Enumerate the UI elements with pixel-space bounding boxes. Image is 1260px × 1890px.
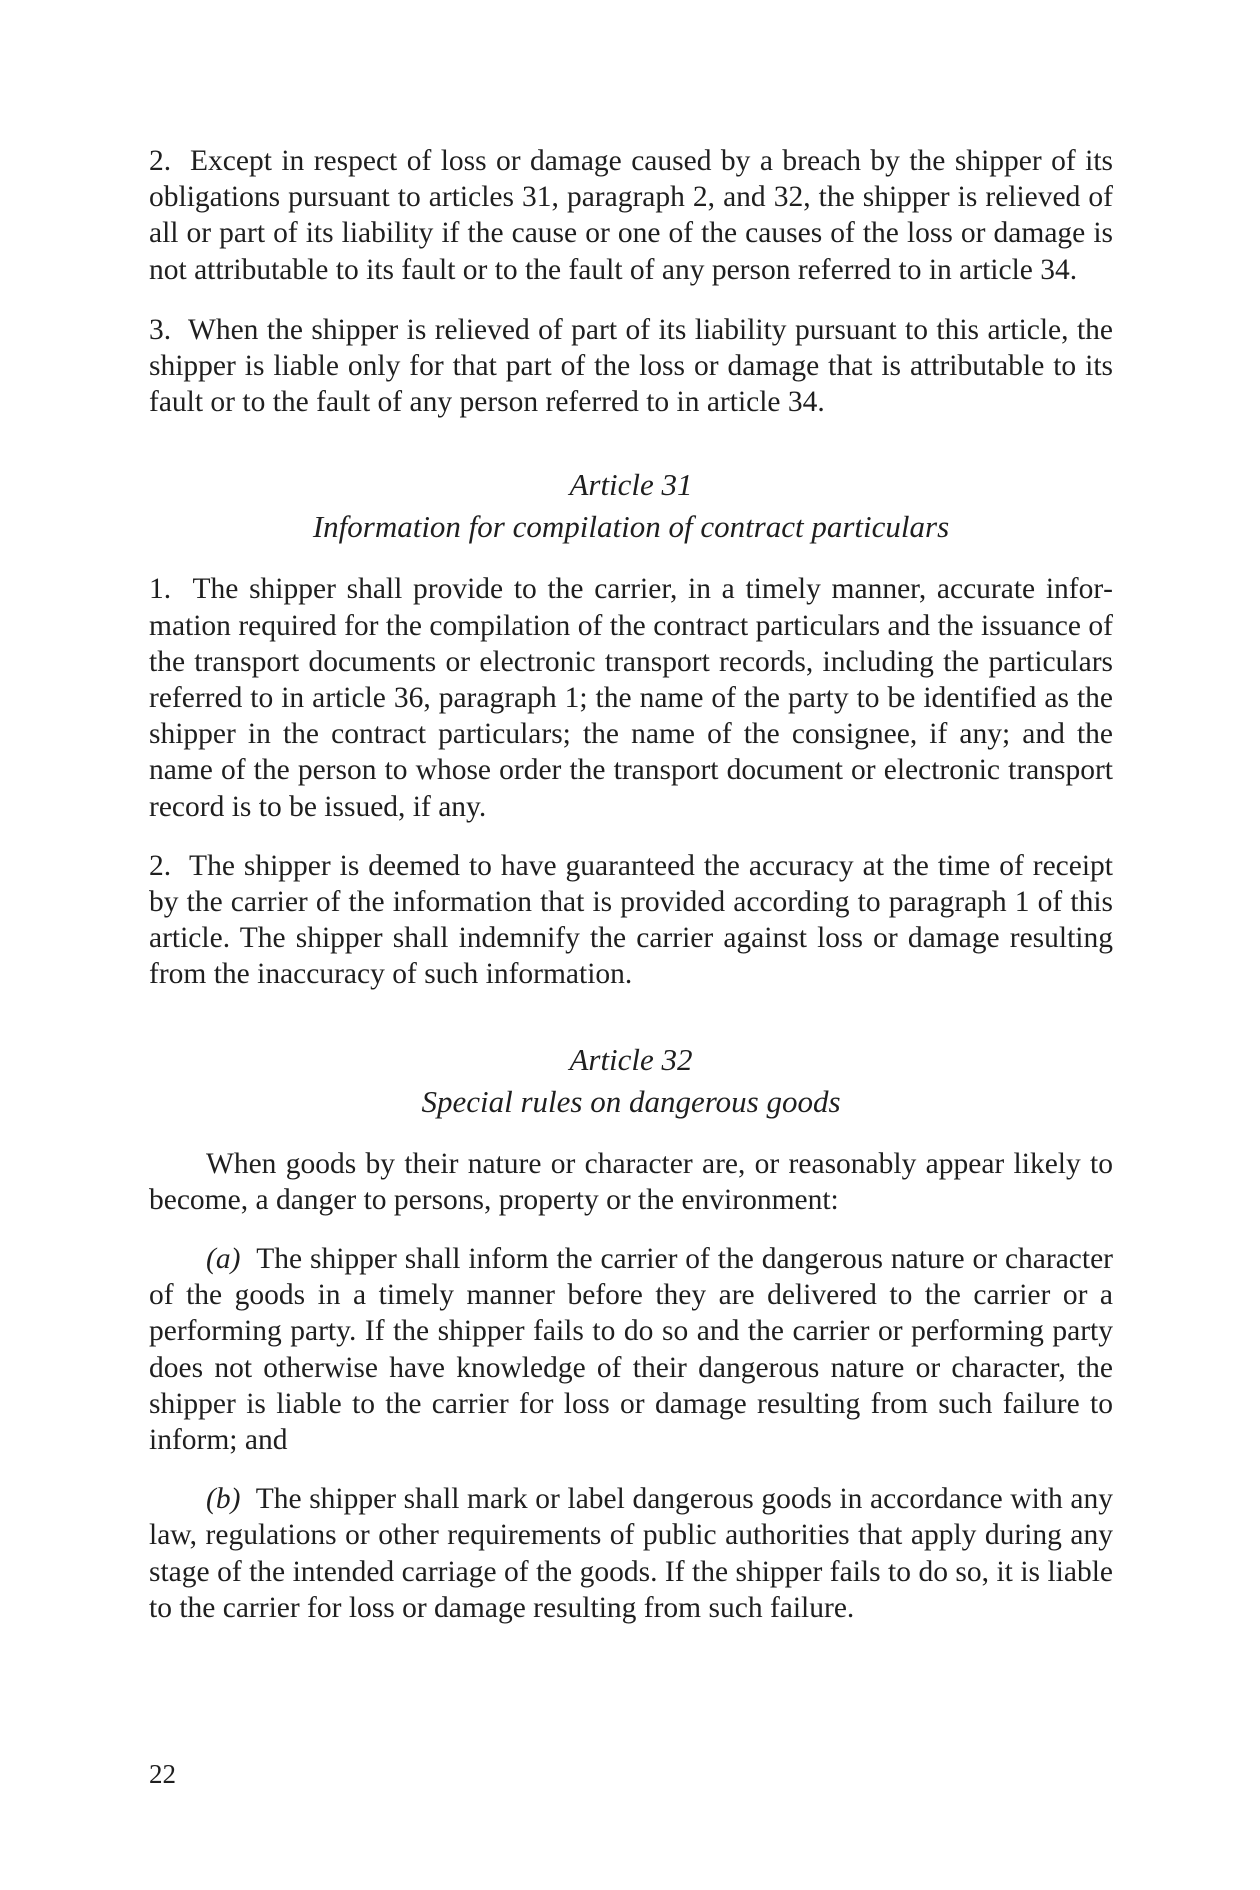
item-marker: (b) <box>206 1483 241 1516</box>
article-32-intro <box>149 1146 1113 1218</box>
paragraph-text: The shipper shall inform the carrier of the dangerous nature or character of the goods in a timely manner before they are delivered to the carrier or a performing party. If the shipper fails to do so and the carrier or performing party does not otherwise have knowledge of their dangerous nature or character, the shipper is liable to the carrier for loss or damage resulting from such failure to inform; and <box>149 1243 1114 1457</box>
paragraph-number: 2. <box>149 849 172 882</box>
paragraph-number: 2. <box>149 145 172 177</box>
article-32-item-b <box>149 1481 1113 1626</box>
article-31-heading <box>149 464 1113 548</box>
paragraph-text: The shipper shall mark or label dangerous goods in accordance with any law, regulations or other requirements of public authorities that apply during any stage of the intended carriage of the goods. If the shipper fails to do so, it is liable to the carrier for loss or damage resulting from such failure. <box>149 1483 1114 1624</box>
article-31-paragraph-2 <box>149 848 1113 993</box>
paragraph-number: 1. <box>149 573 172 606</box>
article-title: Information for compilation of contract particulars <box>312 509 950 545</box>
paragraph-text: The shipper shall provide to the carrier, in a timely manner, accurate information required for the compilation of the contract particulars and the issuance of the transport documents or electronic transport records, including the particulars referred to in article 36, paragraph 1; the name of the party to be identified as the shipper in the contract particulars; the name of the consignee, if any; and the name of the person to whose order the transport document or electronic transport record is to be issued, if any. <box>149 573 1113 823</box>
paragraph-3 <box>149 312 1113 421</box>
paragraph-2 <box>149 143 1113 288</box>
paragraph-text: Except in respect of loss or damage caused by a breach by the shipper of its obligations pursuant to articles 31, paragraph 2, and 32, the shipper is relieved of all or part of its liability if the cause or one of the causes of the loss or damage is not attributable to its fault or to the fault of any person referred to in article 34. <box>149 145 1113 286</box>
article-number: Article 31 <box>569 467 693 503</box>
paragraph-text: When the shipper is relieved of part of its liability pursuant to this article, the shipper is liable only for that part of the loss or damage that is attributable to its fault or to the fault of any person referred to in article 34. <box>149 313 1113 419</box>
article-number: Article 32 <box>569 1041 693 1077</box>
paragraph-text: When goods by their nature or character are, or reasonably appear likely to become, a danger to persons, property or the environment: <box>149 1147 1113 1216</box>
article-32-item-a <box>149 1241 1113 1458</box>
paragraph-text: The shipper is deemed to have guaranteed the accuracy at the time of receipt by the carrier of the information that is provided according to paragraph 1 of this article. The shipper shall indemnify the carrier against loss or damage resulting from the inaccuracy of such information. <box>149 849 1113 991</box>
item-marker: (a) <box>206 1243 241 1276</box>
document-page <box>149 143 1113 1626</box>
page-number: 22 <box>149 1759 176 1789</box>
article-32-heading <box>149 1039 1113 1123</box>
article-31-paragraph-1 <box>149 571 1113 824</box>
article-title: Special rules on dangerous goods <box>421 1083 841 1119</box>
paragraph-number: 3. <box>149 313 172 346</box>
